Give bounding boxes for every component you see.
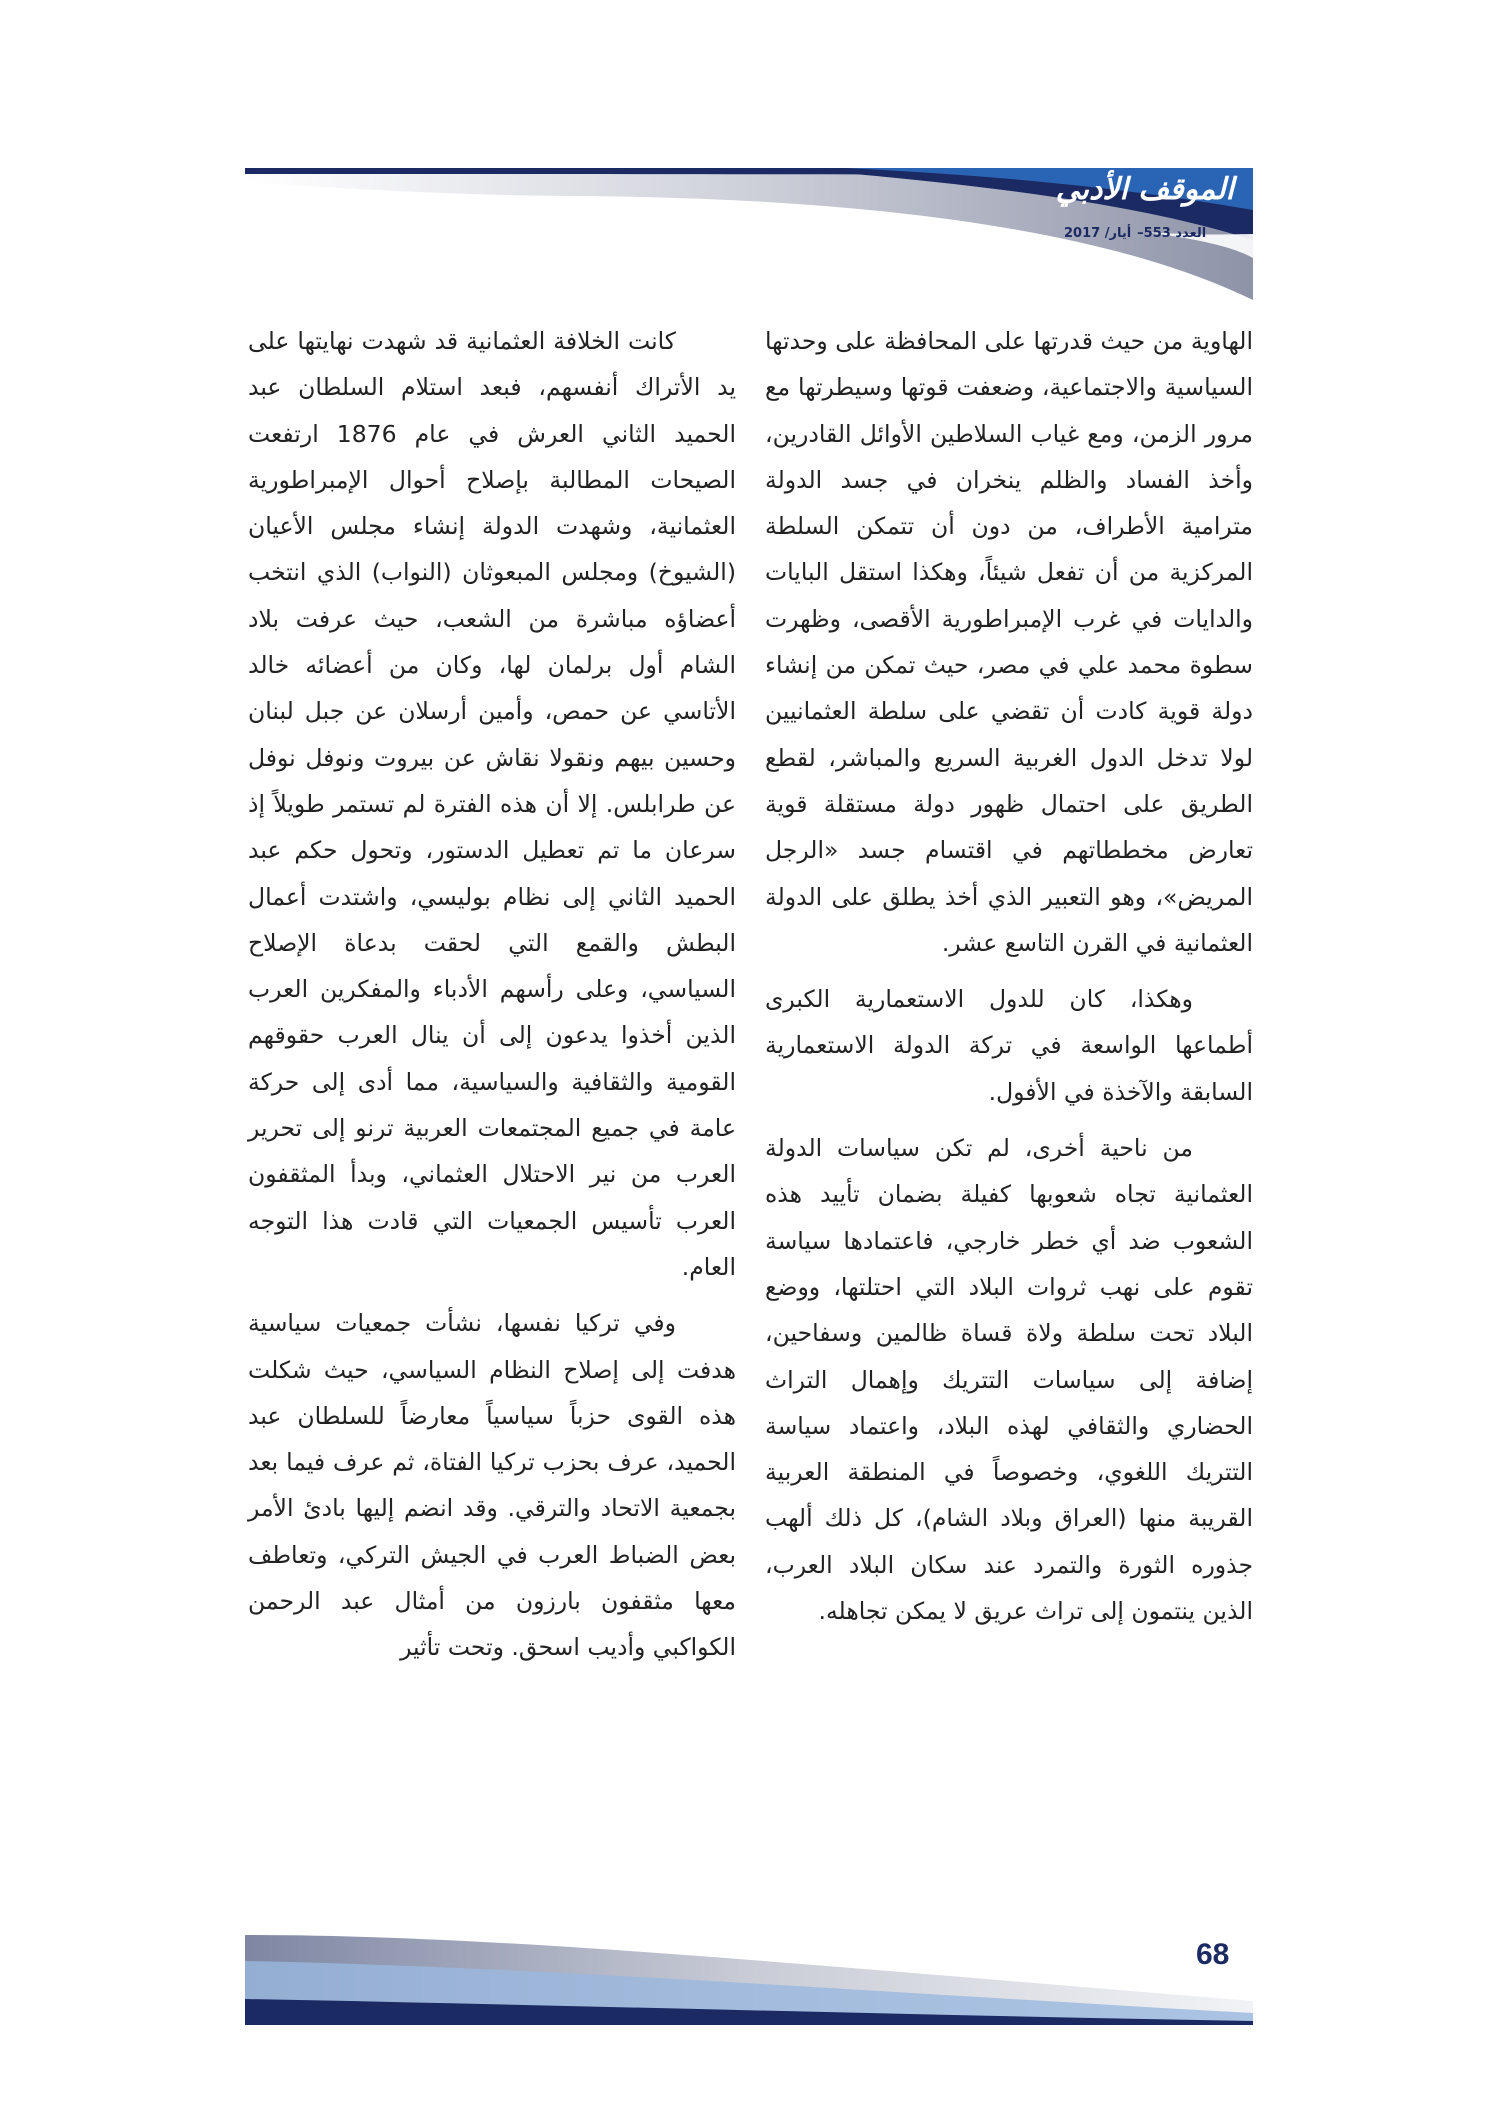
footer-band	[245, 1925, 1253, 2025]
paragraph: من ناحية أخرى، لم تكن سياسات الدولة العثمانية تجاه شعوبها كفيلة بضمان تأييد هذه الشعوب ضد أي خطر خارجي، فاعتمادها سياسة تقوم على نهب ثروات البلاد التي احتلتها، ووضع البلاد تحت سلطة ولاة قساة ظالمين وسفاحين، إضافة إلى سياسات التتريك وإهمال التراث الحضاري والثقافي لهذه البلاد، واعتماد سياسة التتريك اللغوي، وخصوصاً في المنطقة العربية القريبة منها (العراق وبلاد الشام)، كل ذلك ألهب جذوره الثورة والتمرد عند سكان البلاد العرب، الذين ينتمون إلى تراث عريق لا يمكن تجاهله.	[765, 1134, 1253, 1626]
issue-label: العدد 553–	[1137, 226, 1207, 241]
left-column	[248, 318, 736, 1681]
magazine-logo: الموقف الأدبي	[1055, 172, 1234, 207]
issue-line	[1064, 224, 1234, 244]
paragraph: وفي تركيا نفسها، نشأت جمعيات سياسية هدفت إلى إصلاح النظام السياسي، حيث شكلت هذه القوى حزباً سياسياً معارضاً للسلطان عبد الحميد، عرف بحزب تركيا الفتاة، ثم عرف فيما بعد بجمعية الاتحاد والترقي. وقد انضم إليها بادئ الأمر بعض الضباط العرب في الجيش التركي، وتعاطف معها مثقفون بارزون من أمثال عبد الرحمن الكواكبي وأديب اسحق. وتحت تأثير	[248, 1309, 736, 1662]
masthead	[1055, 170, 1234, 244]
issue-date: أيار/ 2017	[1064, 226, 1132, 241]
paragraph: كانت الخلافة العثمانية قد شهدت نهايتها على يد الأتراك أنفسهم، فبعد استلام السلطان عبد الحميد الثاني العرش في عام 1876 ارتفعت الصيحات المطالبة بإصلاح أحوال الإمبراطورية العثمانية، وشهدت الدولة إنشاء مجلس الأعيان (الشيوخ) ومجلس المبعوثان (النواب) الذي انتخب أعضاؤه مباشرة من الشعب، حيث عرفت بلاد الشام أول برلمان لها، وكان من أعضائه خالد الأتاسي عن حمص، وأمين أرسلان عن جبل لبنان وحسين بيهم ونقولا نقاش عن بيروت ونوفل نوفل عن طرابلس. إلا أن هذه الفترة لم تستمر طويلاً إذ سرعان ما تم تعطيل الدستور، وتحول حكم عبد الحميد الثاني إلى نظام بوليسي، واشتدت أعمال البطش والقمع التي لحقت بدعاة الإصلاح السياسي، وعلى رأسهم الأدباء والمفكرين العرب الذين أخذوا يدعون إلى أن ينال العرب حقوقهم القومية والثقافية والسياسية، مما أدى إلى حركة عامة في جميع المجتمعات العربية ترنو إلى تحرير العرب من نير الاحتلال العثماني، وبدأ المثقفون العرب تأسيس الجمعيات التي قادت هذا التوجه العام.	[248, 327, 736, 1281]
page-number: 68	[1196, 1938, 1230, 1971]
paragraph: الهاوية من حيث قدرتها على المحافظة على وحدتها السياسية والاجتماعية، وضعفت قوتها وسيطرتها مع مرور الزمن، ومع غياب السلاطين الأوائل القادرين، وأخذ الفساد والظلم ينخران في جسد الدولة مترامية الأطراف، من دون أن تتمكن السلطة المركزية من أن تفعل شيئاً، وهكذا استقل البايات والدايات في غرب الإمبراطورية الأقصى، وظهرت سطوة محمد علي في مصر، حيث تمكن من إنشاء دولة قوية كادت أن تقضي على سلطة العثمانيين لولا تدخل الدول الغربية السريع والمباشر، لقطع الطريق على احتمال ظهور دولة مستقلة قوية تعارض مخططاتهم في اقتسام جسد «الرجل المريض»، وهو التعبير الذي أخذ يطلق على الدولة العثمانية في القرن التاسع عشر.	[765, 327, 1253, 957]
paragraph: وهكذا، كان للدول الاستعمارية الكبرى أطماعها الواسعة في تركة الدولة الاستعمارية السابقة والآخذة في الأفول.	[765, 985, 1253, 1106]
right-column	[765, 318, 1253, 1644]
